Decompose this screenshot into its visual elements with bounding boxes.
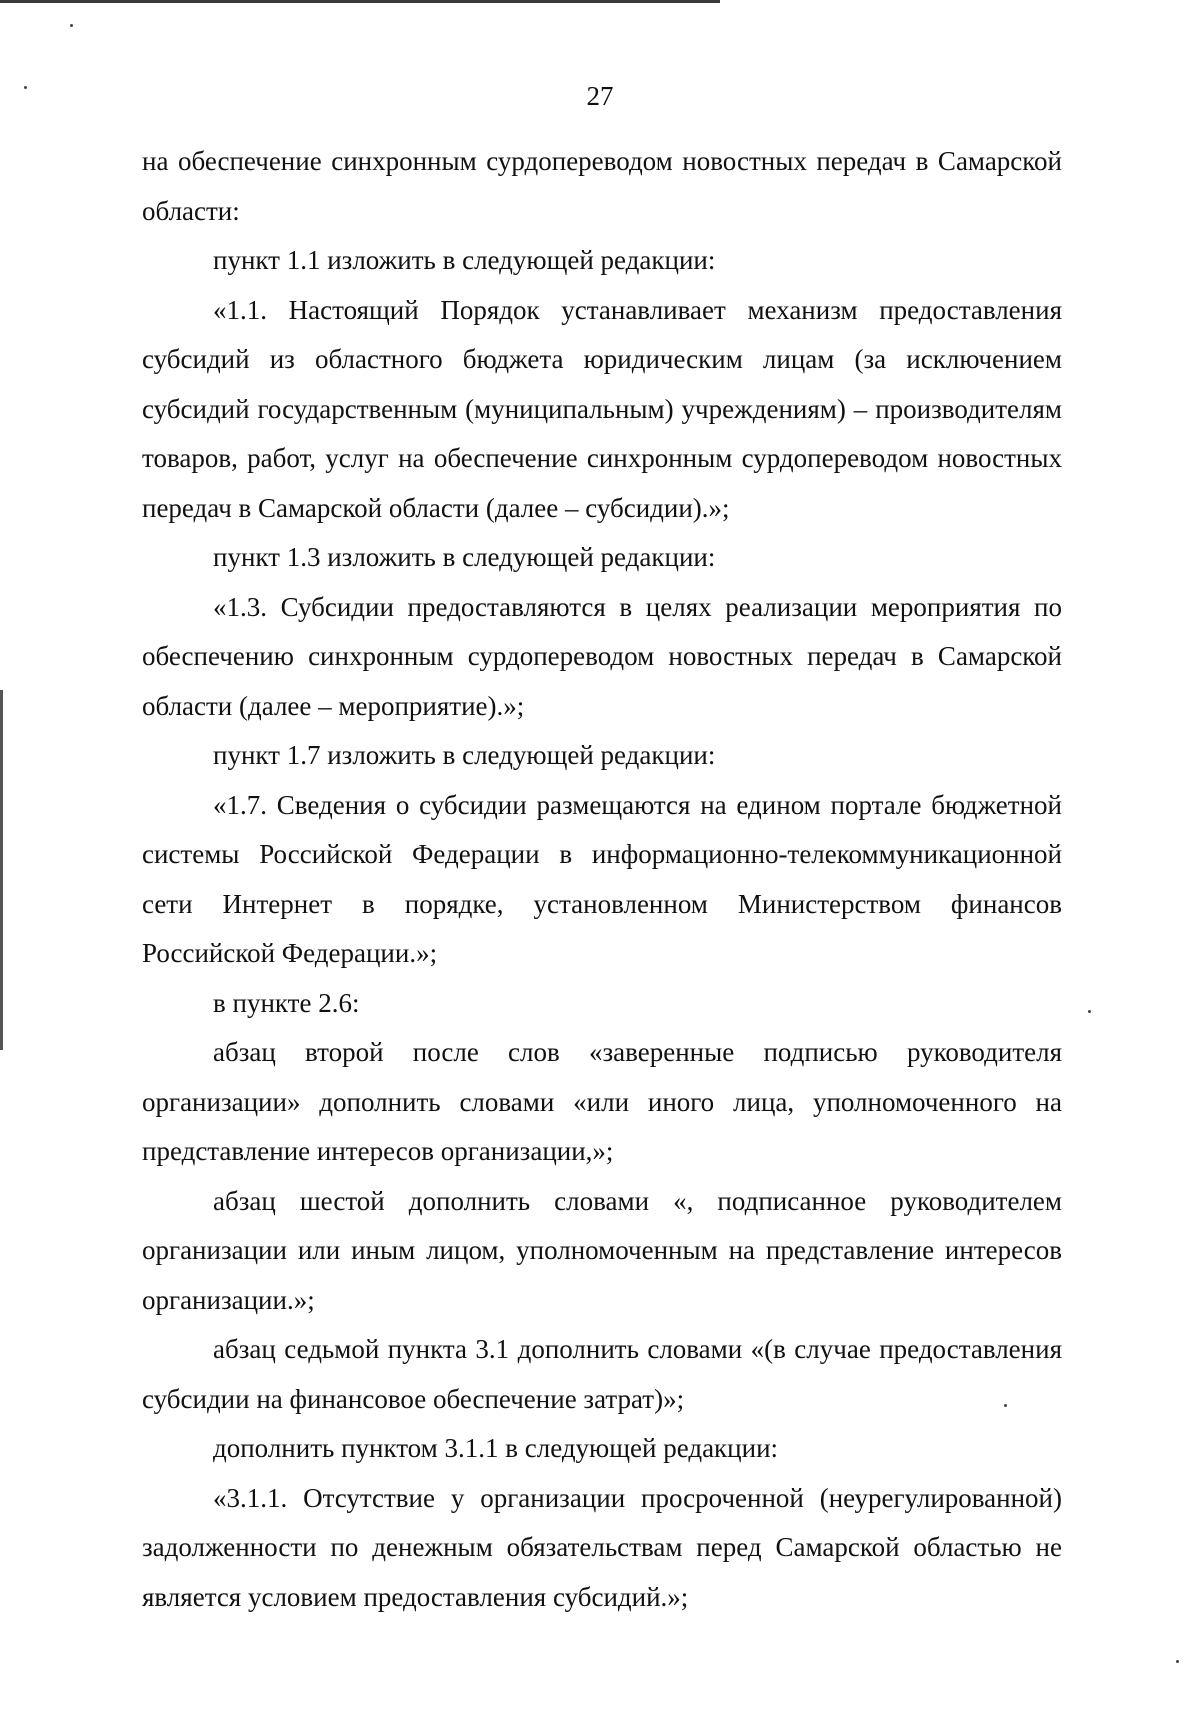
paragraph-4: пункт 1.3 изложить в следующей редакции: — [213, 542, 716, 572]
paragraph-1: на обеспечение синхронным сурдопереводом новостных передач в Самарской области: — [142, 146, 1062, 226]
paragraph-13: «3.1.1. Отсутствие у организации просроченной (неурегулированной) задолженности по денежным обязательствам перед Самарской областью не является условием предоставления субсидий.»; — [142, 1482, 1062, 1612]
scan-edge-shadow — [0, 690, 3, 1050]
paragraph-12: дополнить пунктом 3.1.1 в следующей редакции: — [213, 1433, 779, 1463]
scan-speck — [1176, 1660, 1179, 1663]
scan-speck — [1088, 1010, 1091, 1013]
paragraph-5: «1.3. Субсидии предоставляются в целях реализации мероприятия по обеспечению синхронным сурдопереводом новостных передач в Самарской области (далее – мероприятие).»; — [142, 591, 1062, 721]
paragraph-10: абзац шестой дополнить словами «, подписанное руководителем организации или иным лицом, уполномоченным на представление интересов организации.»; — [142, 1185, 1062, 1315]
paragraph-2: пункт 1.1 изложить в следующей редакции: — [213, 245, 716, 275]
paragraph-9: абзац второй после слов «заверенные подписью руководителя организации» дополнить словами «или иного лица, уполномоченного на представление интересов организации,»; — [142, 1037, 1062, 1166]
paragraph-3: «1.1. Настоящий Порядок устанавливает механизм предоставления субсидий из областного бюджета юридическим лицам (за исключением субсидий государственным (муниципальным) учреждениям) – производителям товаров, работ, услуг на обеспечение синхронным сурдопереводом новостных передач в Самарской области (далее – субсидии).»; — [142, 294, 1062, 523]
paragraph-11: абзац седьмой пункта 3.1 дополнить словами «(в случае предоставления субсидии на финансовое обеспечение затрат)»; — [142, 1334, 1062, 1414]
scan-speck — [1004, 1404, 1007, 1407]
page-number: 27 — [586, 81, 614, 111]
scan-border-line — [0, 0, 720, 3]
scan-speck — [70, 24, 73, 27]
scan-speck — [24, 86, 27, 89]
document-body — [142, 137, 1062, 1622]
paragraph-6: пункт 1.7 изложить в следующей редакции: — [213, 740, 716, 770]
paragraph-7: «1.7. Сведения о субсидии размещаются на едином портале бюджетной системы Российской Федерации в информационно-телекоммуникационной сети Интернет в порядке, установленном Министерством финансов Российской Федерации.»; — [142, 789, 1062, 968]
paragraph-8: в пункте 2.6: — [213, 987, 360, 1018]
